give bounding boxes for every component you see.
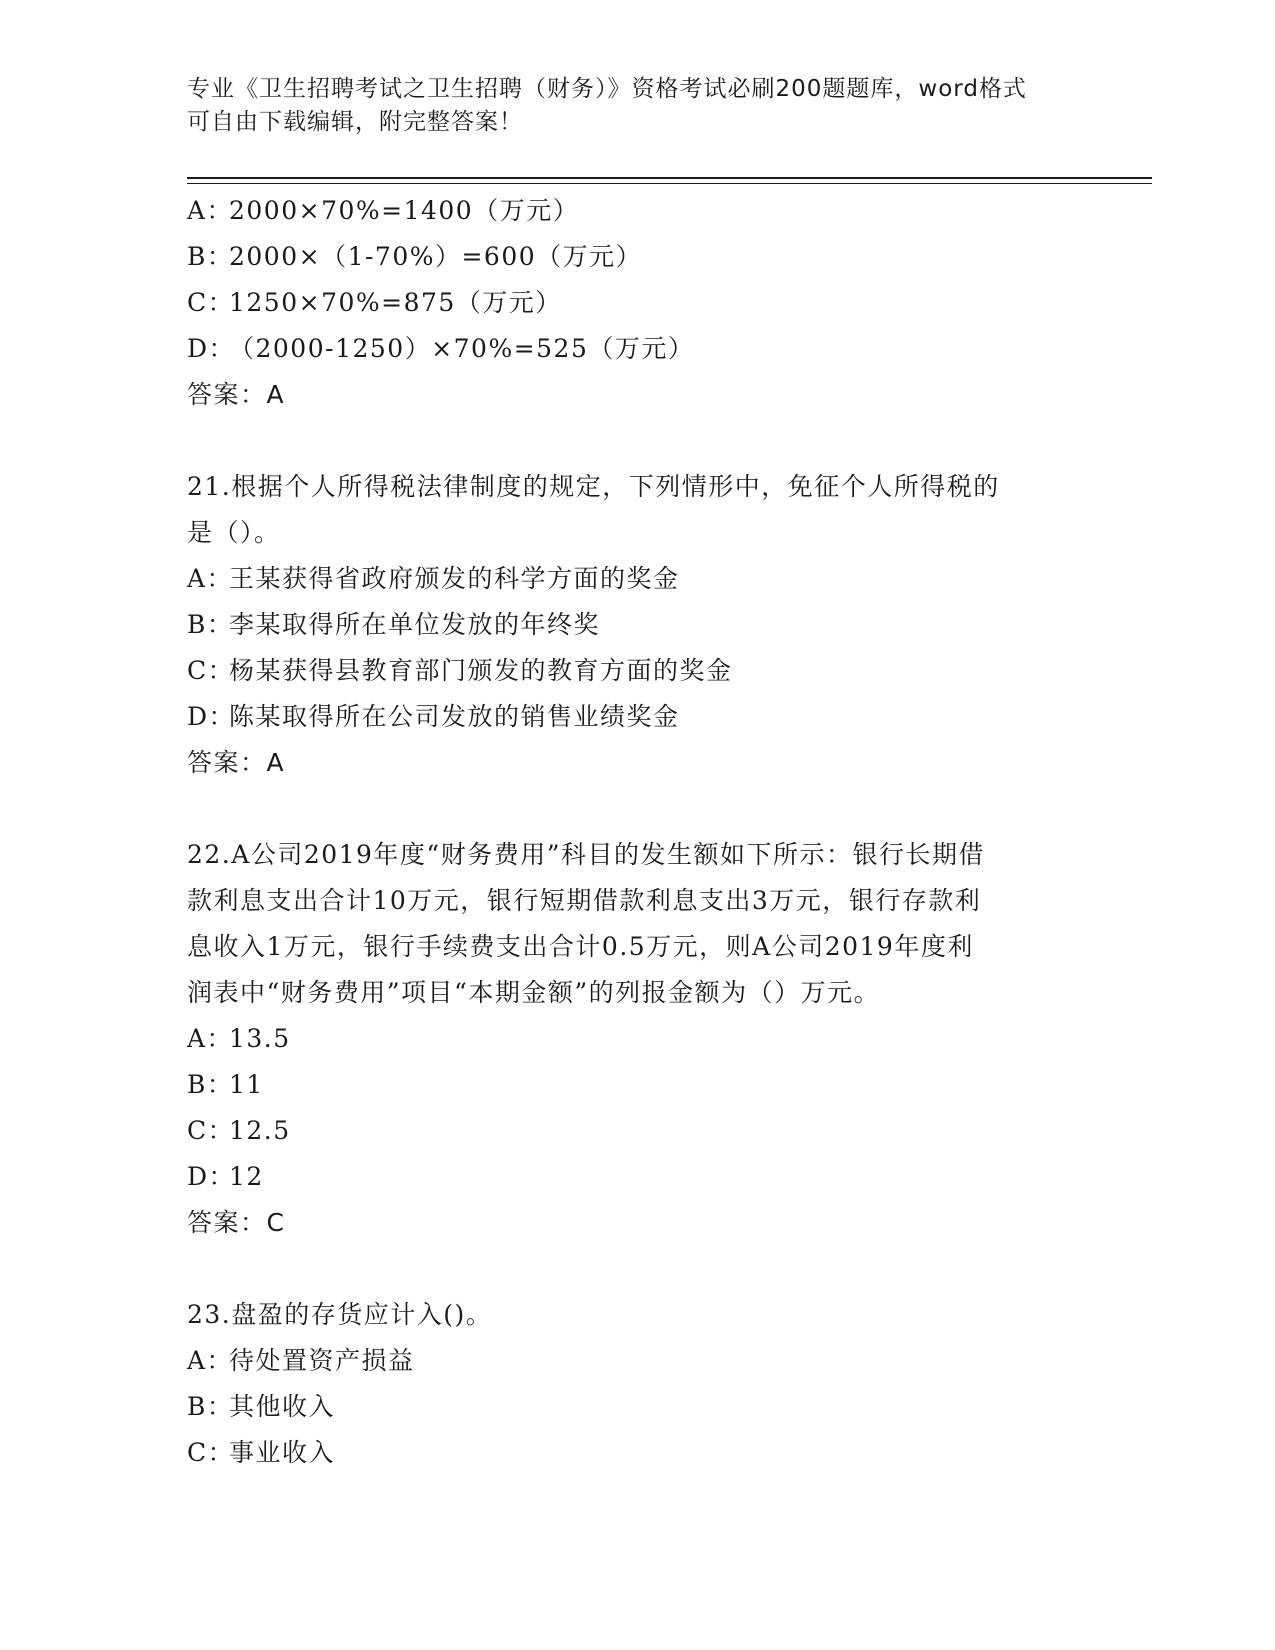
option-text: 11	[229, 1070, 264, 1099]
question-stem-line: 是（）。	[187, 518, 281, 547]
question-stem-line: 22.A公司2019年度“财务费用”科目的发生额如下所示：银行长期借	[187, 840, 985, 869]
spacer	[187, 1246, 1087, 1292]
answer-line: 答案：C	[187, 1208, 286, 1237]
question-23	[187, 1292, 1087, 1476]
option-a	[187, 1338, 1087, 1384]
option-text: 陈某取得所在公司发放的销售业绩奖金	[229, 702, 680, 731]
option-c	[187, 648, 1087, 694]
option-c	[187, 1430, 1087, 1476]
question-stem-line: 润表中“财务费用”项目“本期金额”的列报金额为（）万元。	[187, 978, 881, 1007]
option-label: A：	[187, 1024, 234, 1053]
option-label: C：	[187, 1116, 235, 1145]
header-divider-thin	[187, 183, 1152, 184]
option-b	[187, 1384, 1087, 1430]
option-text: （2000-1250）×70%=525（万元）	[229, 334, 695, 363]
option-text: 12	[229, 1162, 264, 1191]
option-text: 王某获得省政府颁发的科学方面的奖金	[229, 564, 680, 593]
answer-line: 答案：A	[187, 380, 286, 409]
option-a	[187, 1016, 1087, 1062]
option-text: 2000×（1-70%）=600（万元）	[229, 242, 643, 271]
option-text: 杨某获得县教育部门颁发的教育方面的奖金	[229, 656, 733, 685]
question-stem-line: 23.盘盈的存货应计入()。	[187, 1300, 493, 1329]
option-b	[187, 234, 1087, 280]
option-label: A：	[187, 564, 234, 593]
option-text: 待处置资产损益	[229, 1346, 415, 1375]
spacer	[187, 786, 1087, 832]
option-label: C：	[187, 656, 235, 685]
option-label: C：	[187, 1438, 235, 1467]
option-label: B：	[187, 1070, 234, 1099]
option-label: A：	[187, 196, 234, 225]
option-text: 李某取得所在单位发放的年终奖	[229, 610, 601, 639]
document-header	[187, 73, 1087, 139]
option-label: D：	[187, 702, 236, 731]
option-label: B：	[187, 242, 234, 271]
question-22	[187, 832, 1087, 1246]
question-stem-line: 21.根据个人所得税法律制度的规定，下列情形中，免征个人所得税的	[187, 472, 1000, 501]
option-c	[187, 1108, 1087, 1154]
option-a	[187, 556, 1087, 602]
spacer	[187, 418, 1087, 464]
header-title-line-2: 可自由下载编辑，附完整答案！	[187, 109, 523, 135]
header-title-line-1: 专业《卫生招聘考试之卫生招聘（财务）》资格考试必刷200题题库，word格式	[187, 76, 1027, 102]
option-label: B：	[187, 1392, 234, 1421]
option-label: A：	[187, 1346, 234, 1375]
option-label: B：	[187, 610, 234, 639]
question-21	[187, 464, 1087, 786]
option-d	[187, 694, 1087, 740]
option-text: 13.5	[229, 1024, 291, 1053]
option-text: 1250×70%=875（万元）	[229, 288, 562, 317]
question-stem-line: 款利息支出合计10万元，银行短期借款利息支出3万元，银行存款利	[187, 886, 982, 915]
question-stem-line: 息收入1万元，银行手续费支出合计0.5万元，则A公司2019年度利	[187, 932, 974, 961]
header-divider-thick	[187, 177, 1152, 179]
option-text: 2000×70%=1400（万元）	[229, 196, 580, 225]
document-body	[187, 188, 1087, 1476]
option-b	[187, 602, 1087, 648]
option-d	[187, 326, 1087, 372]
option-c	[187, 280, 1087, 326]
option-text: 其他收入	[229, 1392, 336, 1421]
option-b	[187, 1062, 1087, 1108]
option-text: 12.5	[229, 1116, 291, 1145]
option-text: 事业收入	[229, 1438, 336, 1467]
option-d	[187, 1154, 1087, 1200]
answer-line: 答案：A	[187, 748, 286, 777]
option-label: D：	[187, 1162, 236, 1191]
question-20-continued	[187, 188, 1087, 418]
option-a	[187, 188, 1087, 234]
option-label: C：	[187, 288, 235, 317]
option-label: D：	[187, 334, 236, 363]
